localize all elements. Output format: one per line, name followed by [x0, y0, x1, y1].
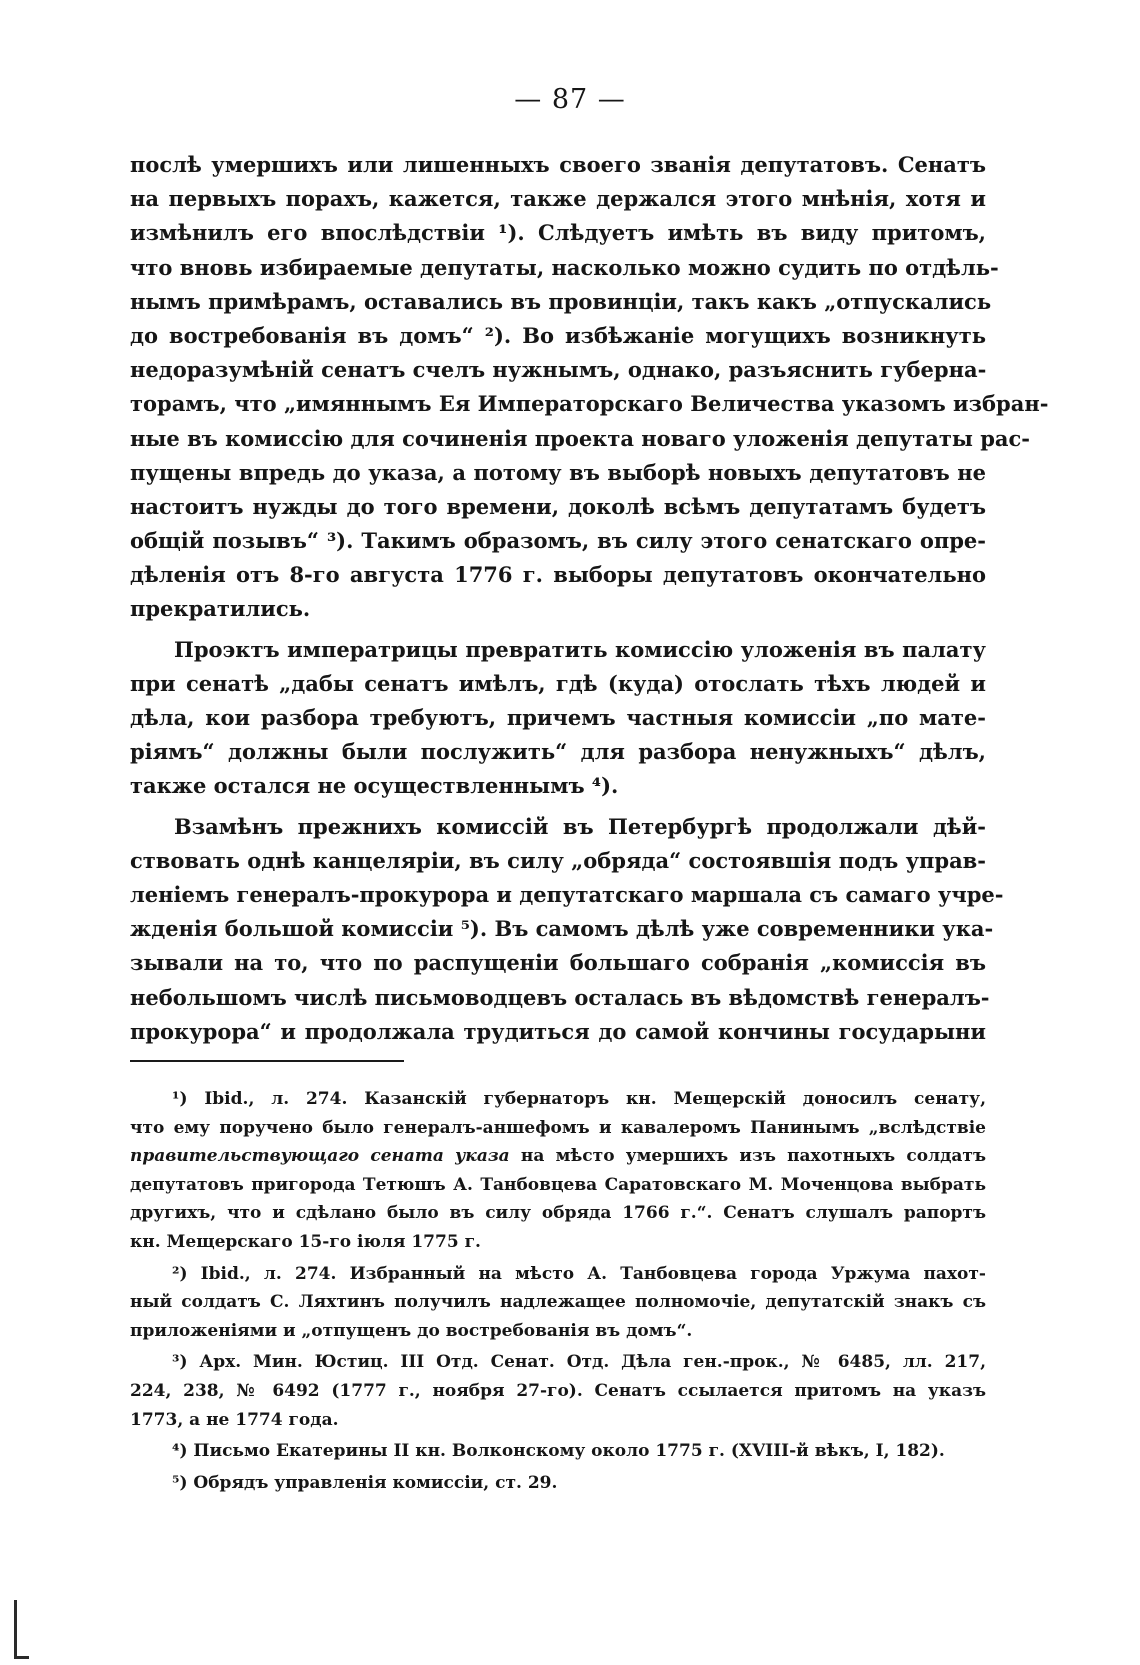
footnote-line: [130, 1142, 986, 1171]
paragraph-start-line: Проэктъ императрицы превратить комиссію уложенія въ палату: [174, 636, 986, 662]
footnote-line: ⁵) Обрядъ управленія комиссіи, ст. 29.: [172, 1472, 558, 1493]
text-line: прокурора“ и продолжала трудиться до самой кончины государыни: [130, 1018, 986, 1044]
footnote-line: 1773, а не 1774 года.: [130, 1409, 339, 1430]
text-line: измѣнилъ его впослѣдствіи ¹). Слѣдуетъ имѣть въ виду притомъ,: [130, 220, 986, 246]
footnote-line: что ему поручено было генералъ-аншефомъ и кавалеромъ Панинымъ „вслѣдствіе: [130, 1117, 986, 1138]
footnote-line: депутатовъ пригорода Тетюшъ А. Танбовцева Саратовскаго М. Моченцова выбрать: [130, 1174, 986, 1195]
text-line: дѣла, кои разбора требуютъ, причемъ частныя комиссіи „по мате-: [130, 705, 986, 730]
text-line: настоитъ нужды до того времени, доколѣ всѣмъ депутатамъ будетъ: [130, 493, 986, 519]
text-line: ріямъ“ должны были послужить“ для разбора ненужныхъ“ дѣлъ,: [130, 739, 986, 765]
text-line: на первыхъ порахъ, кажется, также держался этого мнѣнія, хотя и: [130, 186, 986, 212]
text-line: леніемъ генералъ-прокурора и депутатскаго маршала съ самаго учре-: [130, 881, 1004, 907]
footnote-italic-text: правительствующаго сената указа: [130, 1146, 510, 1167]
paragraph-start-line: Взамѣнъ прежнихъ комиссій въ Петербургѣ продолжали дѣй-: [174, 813, 986, 839]
footnote-text: на мѣсто умершихъ изъ пахотныхъ солдатъ: [520, 1146, 986, 1167]
page-number: — 87 —: [514, 84, 626, 115]
main-text: [130, 148, 1049, 1049]
footnote-line: ¹) Ibid., л. 274. Казанскій губернаторъ кн. Мещерскій доносилъ сенату,: [172, 1089, 986, 1109]
footnote-line: 224, 238, № 6492 (1777 г., ноября 27-го). Сенатъ ссылается притомъ на указъ: [130, 1380, 986, 1401]
text-line: дѣленія отъ 8-го августа 1776 г. выборы депутатовъ окончательно: [130, 562, 986, 588]
text-line: при сенатѣ „дабы сенатъ имѣлъ, гдѣ (куда) отослать тѣхъ людей и: [130, 670, 986, 696]
footnote-line: ⁴) Письмо Екатерины II кн. Волконскому около 1775 г. (XVIII-й вѣкъ, I, 182).: [172, 1441, 945, 1462]
text-line: небольшомъ числѣ письмоводцевъ осталась въ вѣдомствѣ генералъ-: [130, 984, 990, 1010]
text-line: нымъ примѣрамъ, оставались въ провинціи, такъ какъ „отпускались: [130, 288, 992, 314]
footnotes: [130, 1085, 986, 1497]
text-line: также остался не осуществленнымъ ⁴).: [130, 773, 619, 799]
text-line: торамъ, что „имяннымъ Ея Императорскаго Величества указомъ избран-: [130, 391, 1049, 417]
footnote-line: другихъ, что и сдѣлано было въ силу обряда 1766 г.“. Сенатъ слушалъ рапортъ: [130, 1203, 986, 1224]
text-line: пущены впредь до указа, а потому въ выборѣ новыхъ депутатовъ не: [130, 459, 986, 485]
footnote-divider: [130, 1060, 404, 1062]
text-line: недоразумѣній сенатъ счелъ нужнымъ, однако, разъяснить губерна-: [130, 357, 987, 383]
text-line: послѣ умершихъ или лишенныхъ своего званія депутатовъ. Сенатъ: [130, 152, 986, 177]
footnote-line: кн. Мещерскаго 15-го іюля 1775 г.: [130, 1231, 481, 1252]
text-line: ствовать однѣ канцеляріи, въ силу „обряда“ состоявшія подъ управ-: [130, 847, 986, 873]
scan-corner-mark: [14, 1600, 29, 1659]
text-line: общій позывъ“ ³). Такимъ образомъ, въ силу этого сенатскаго опре-: [130, 528, 986, 554]
text-line: до востребованія въ домъ“ ²). Во избѣжаніе могущихъ возникнуть: [130, 322, 986, 348]
footnote-line: ²) Ibid., л. 274. Избранный на мѣсто А. Танбовцева города Уржума пахот-: [172, 1263, 986, 1284]
text-line: жденія большой комиссіи ⁵). Въ самомъ дѣлѣ уже современники ука-: [130, 916, 994, 942]
text-line: ные въ комиссію для сочиненія проекта новаго уложенія депутаты рас-: [130, 425, 1030, 451]
text-line: зывали на то, что по распущеніи большаго собранія „комиссія въ: [130, 950, 986, 976]
text-line: что вновь избираемые депутаты, насколько можно судить по отдѣль-: [130, 254, 999, 280]
footnote-line: приложеніями и „отпущенъ до востребованія въ домъ“.: [130, 1320, 693, 1341]
text-line: прекратились.: [130, 596, 311, 622]
footnote-line: ный солдатъ С. Ляхтинъ получилъ надлежащее полномочіе, депутатскій знакъ съ: [130, 1292, 986, 1313]
footnote-line: ³) Арх. Мин. Юстиц. III Отд. Сенат. Отд. Дѣла ген.-прок., № 6485, лл. 217,: [172, 1352, 986, 1373]
